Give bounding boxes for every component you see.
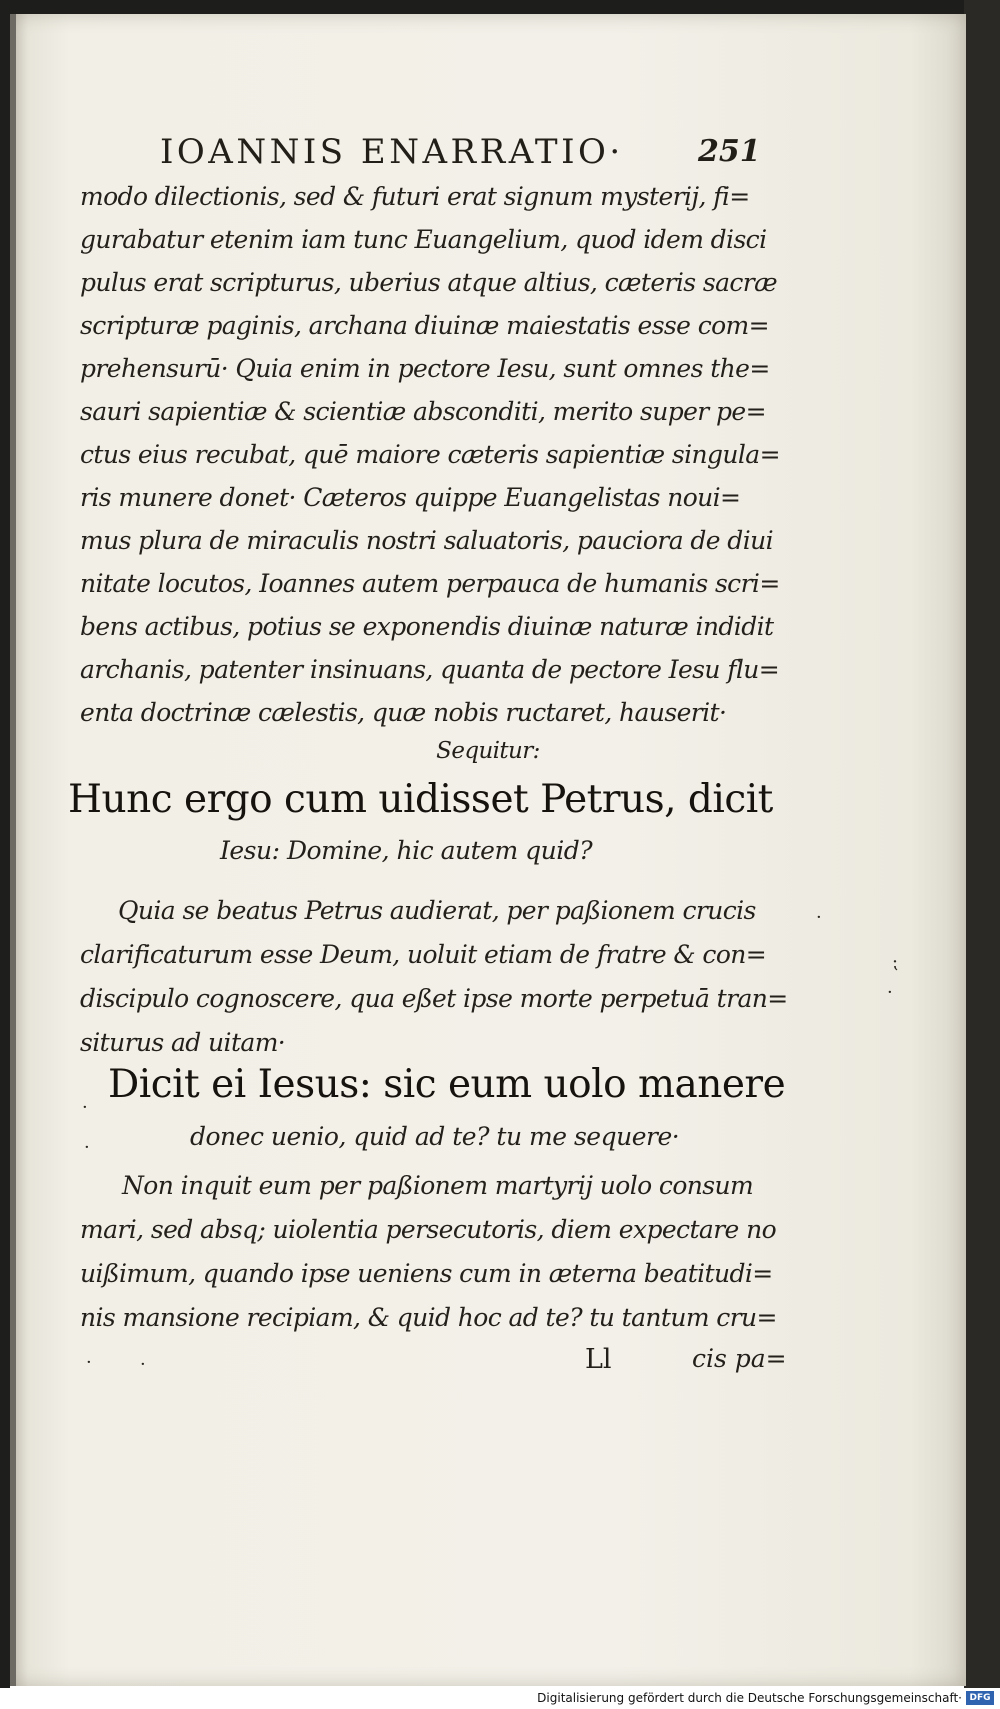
book-page bbox=[10, 14, 966, 1686]
running-head bbox=[10, 122, 966, 172]
digitization-credit-bar bbox=[0, 1688, 1000, 1709]
lemma-heading: Hunc ergo cum uidisset Petrus, dicit bbox=[68, 777, 773, 822]
sequitur-label: Sequitur: bbox=[436, 738, 540, 764]
ink-speck: · bbox=[887, 982, 893, 1003]
text-line: pulus erat scripturus, uberius atque altius, cæteris sacræ bbox=[80, 268, 778, 297]
text-line: Non inquit eum per paßionem martyrij uolo consum bbox=[122, 1171, 754, 1200]
text-line: modo dilectionis, sed & futuri erat signum mysterij, fi= bbox=[80, 182, 750, 211]
scanner-backdrop-top bbox=[0, 0, 1000, 14]
ink-speck: · bbox=[84, 1137, 90, 1158]
text-line: prehensurū· Quia enim in pectore Iesu, sunt omnes the= bbox=[80, 354, 770, 383]
ink-speck: · bbox=[140, 1354, 146, 1375]
text-line: ris munere donet· Cæteros quippe Euangelistas noui= bbox=[80, 483, 741, 512]
scanner-backdrop-right bbox=[964, 0, 1000, 1688]
lemma-heading: Dicit ei Iesus: sic eum uolo manere bbox=[108, 1062, 786, 1107]
text-line: nitate locutos, Ioannes autem perpauca de humanis scri= bbox=[80, 569, 780, 598]
ink-speck: · bbox=[86, 1352, 92, 1373]
text-line: discipulo cognoscere, qua eßet ipse morte perpetuā tran= bbox=[80, 984, 788, 1013]
ink-speck: · bbox=[82, 1097, 88, 1118]
running-head-title: IOANNIS ENARRATIO· bbox=[160, 132, 624, 172]
folio-number: 251 bbox=[698, 134, 761, 169]
text-line: enta doctrinæ cælestis, quæ nobis ructaret, hauserit· bbox=[80, 698, 727, 727]
binding-gutter bbox=[10, 14, 16, 1686]
text-line: clarificaturum esse Deum, uoluit etiam de fratre & con= bbox=[80, 940, 767, 969]
text-line: mari, sed absq; uiolentia persecutoris, diem expectare no bbox=[80, 1215, 777, 1244]
text-line: archanis, patenter insinuans, quanta de pectore Iesu flu= bbox=[80, 655, 780, 684]
catchword: cis pa= bbox=[692, 1344, 787, 1373]
text-line: siturus ad uitam· bbox=[80, 1028, 286, 1057]
dfg-logo: DFG bbox=[966, 1691, 994, 1705]
lemma-continuation: donec uenio, quid ad te? tu me sequere· bbox=[190, 1122, 680, 1151]
text-line: sauri sapientiæ & scientiæ absconditi, merito super pe= bbox=[80, 397, 766, 426]
ink-speck: · bbox=[816, 907, 822, 928]
funding-credit: Digitalisierung gefördert durch die Deutsche Forschungsgemeinschaft· bbox=[537, 1691, 962, 1705]
text-line: nis mansione recipiam, & quid hoc ad te? tu tantum cru= bbox=[80, 1303, 777, 1332]
text-line: mus plura de miraculis nostri saluatoris, pauciora de diui bbox=[80, 526, 773, 555]
text-line: scripturæ paginis, archana diuinæ maiestatis esse com= bbox=[80, 311, 770, 340]
text-line: uißimum, quando ipse ueniens cum in æterna beatitudi= bbox=[80, 1259, 773, 1288]
text-line: Quia se beatus Petrus audierat, per paßionem crucis bbox=[118, 896, 756, 925]
text-line: gurabatur etenim iam tunc Euangelium, quod idem disci bbox=[80, 225, 767, 254]
signature-mark: Ll bbox=[585, 1344, 612, 1375]
ink-speck: ⁏ bbox=[892, 952, 899, 973]
lemma-continuation: Iesu: Domine, hic autem quid? bbox=[220, 836, 593, 865]
text-line: ctus eius recubat, quē maiore cæteris sapientiæ singula= bbox=[80, 440, 780, 469]
text-line: bens actibus, potius se exponendis diuinæ naturæ indidit bbox=[80, 612, 774, 641]
scanner-backdrop-left bbox=[0, 0, 10, 1709]
